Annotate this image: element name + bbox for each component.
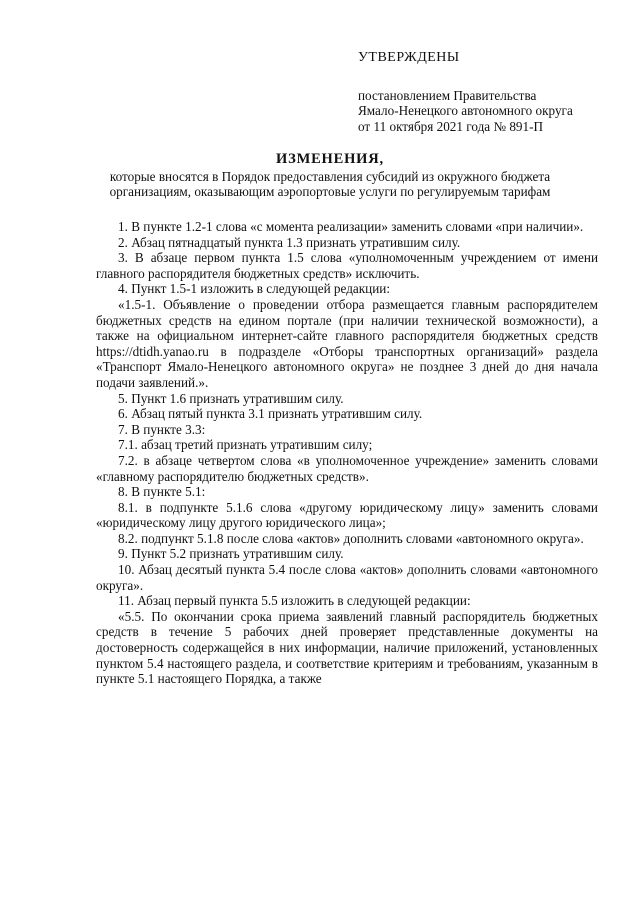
paragraph: 8.2. подпункт 5.1.8 после слова «актов» дополнить словами «автономного округа». <box>118 530 584 546</box>
title-subtitle-line: организациям, оказывающим аэропортовые услуги по регулируемым тарифам <box>109 184 551 200</box>
document-title <box>80 152 580 200</box>
title-subtitle-line: которые вносятся в Порядок предоставления субсидий из окружного бюджета <box>109 168 551 184</box>
paragraph: 9. Пункт 5.2 признать утратившим силу. <box>118 546 344 562</box>
paragraph: 8.1. в подпункте 5.1.6 слова «другому юридическому лицу» заменить словами «юридическому лицу другого юридического лица»; <box>96 499 598 531</box>
paragraph: 3. В абзаце первом пункта 1.5 слова «уполномоченным учреждением от имени главного распорядителя бюджетных средств» исключить. <box>96 250 598 281</box>
approval-line: от 11 октября 2021 года № 891-П <box>358 118 544 134</box>
document-body <box>96 219 598 687</box>
paragraph: 1. В пункте 1.2-1 слова «с момента реализации» заменить словами «при наличии». <box>118 219 584 234</box>
paragraph: 6. Абзац пятый пункта 3.1 признать утратившим силу. <box>118 406 423 422</box>
paragraph: 5. Пункт 1.6 признать утратившим силу. <box>118 390 344 406</box>
paragraph: 8. В пункте 5.1: <box>118 484 206 500</box>
paragraph: 7.1. абзац третий признать утратившим силу; <box>118 437 373 453</box>
paragraph: 7. В пункте 3.3: <box>118 421 206 437</box>
paragraph: 11. Абзац первый пункта 5.5 изложить в следующей редакции: <box>118 593 471 609</box>
approval-heading: УТВЕРЖДЕНЫ <box>358 50 460 65</box>
approval-block <box>358 50 628 134</box>
quoted-paragraph: «5.5. По окончании срока приема заявлений главный распорядитель бюджетных средств в течение 5 рабочих дней проверяет представленные документы на достоверность содержащейся в них информации, наличие приложений, установленных пунктом 5.4 настоящего раздела, и соответствие критериям и требованиям, указанным в пункте 5.1 настоящего Порядка, а также <box>96 608 598 687</box>
approval-line: постановлением Правительства <box>358 87 537 103</box>
quoted-paragraph: «1.5-1. Объявление о проведении отбора размещается главным распорядителем бюджетных средств на едином портале (при наличии технической возможности), а также на официальном интернет-сайте главного распорядителя бюджетных средств https://dtidh.yanao.ru в подразделе «Отборы транспортных организаций» раздела «Транспорт Ямало-Ненецкого автономного округа» не позднее 3 дней до дня начала подачи заявлений.». <box>96 296 598 390</box>
paragraph: 4. Пункт 1.5-1 изложить в следующей редакции: <box>118 281 391 297</box>
approval-line: Ямало-Ненецкого автономного округа <box>358 103 573 119</box>
paragraph: 2. Абзац пятнадцатый пункта 1.3 признать утратившим силу. <box>118 234 461 250</box>
paragraph: 7.2. в абзаце четвертом слова «в уполномоченное учреждение» заменить словами «главному распорядителю бюджетных средств». <box>96 452 598 484</box>
paragraph: 10. Абзац десятый пункта 5.4 после слова «актов» дополнить словами «автономного округа». <box>96 562 598 593</box>
title-main: ИЗМЕНЕНИЯ, <box>276 151 384 167</box>
